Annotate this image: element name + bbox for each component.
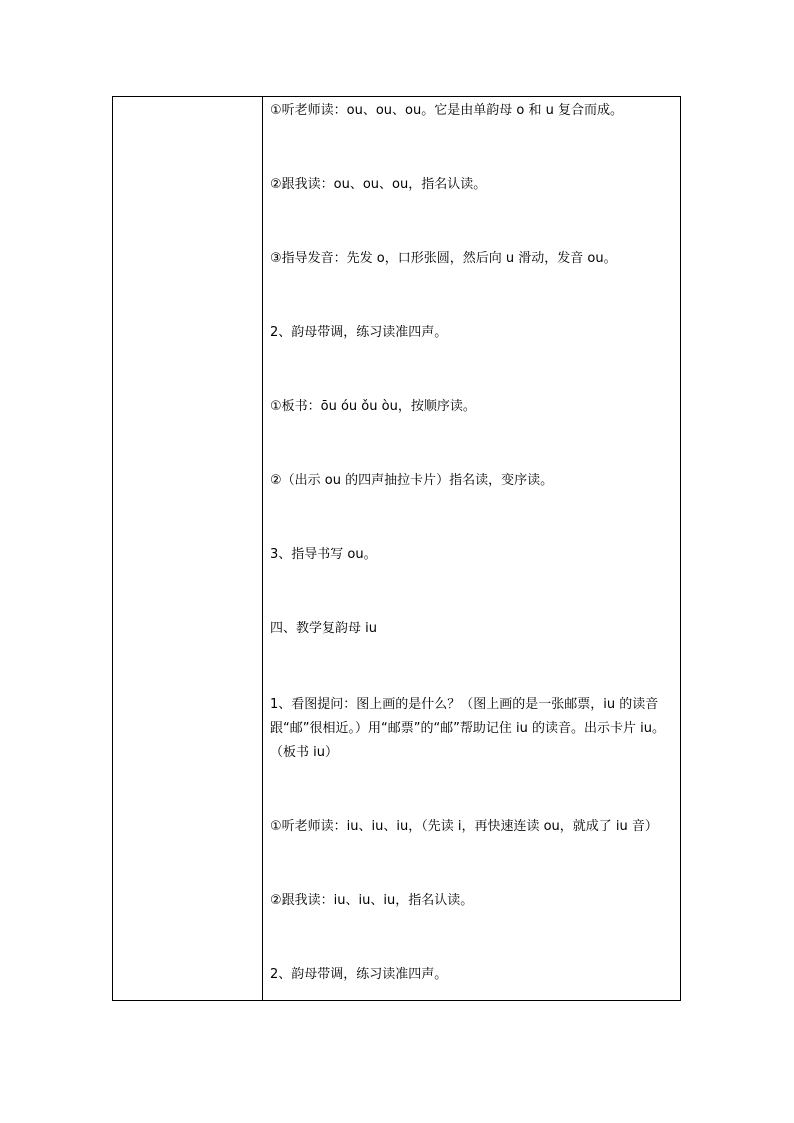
lesson-content-cell: [263, 97, 680, 1000]
paragraph-cards-ou: ②（出示 ou 的四声抽拉卡片）指名读，变序读。: [270, 473, 554, 488]
lesson-table: [112, 96, 681, 1001]
paragraph-tones-ou: 2、韵母带调，练习读准四声。: [270, 325, 448, 340]
paragraph-board-ou: ①板书：ōu óu ǒu òu，按顺序读。: [270, 399, 476, 414]
paragraph-pronounce-ou: ③指导发音：先发 o，口形张圆，然后向 u 滑动，发音 ou。: [270, 251, 617, 266]
paragraph-listen-iu: ①听老师读：iu、iu、iu，（先读 i，再快速连读 ou，就成了 iu 音）: [270, 819, 658, 834]
paragraph-listen-ou: ①听老师读：ou、ou、ou。它是由单韵母 o 和 u 复合而成。: [270, 103, 623, 118]
left-column-cell: [113, 97, 262, 1000]
paragraph-write-ou: 3、指导书写 ou。: [270, 547, 377, 562]
section-heading-iu: 四、教学复韵母 iu: [270, 621, 377, 636]
paragraph-follow-iu: ②跟我读：iu、iu、iu，指名认读。: [270, 893, 474, 908]
paragraph-tones-iu: 2、韵母带调，练习读准四声。: [270, 967, 448, 982]
paragraph-follow-ou: ②跟我读：ou、ou、ou，指名认读。: [270, 177, 487, 192]
paragraph-picture-iu: 1、看图提问：图上画的是什么？（图上画的是一张邮票，iu 的读音跟“邮”很相近。）用“邮票”的“邮”帮助记住 iu 的读音。出示卡片 iu。（板书 iu）: [270, 697, 666, 760]
